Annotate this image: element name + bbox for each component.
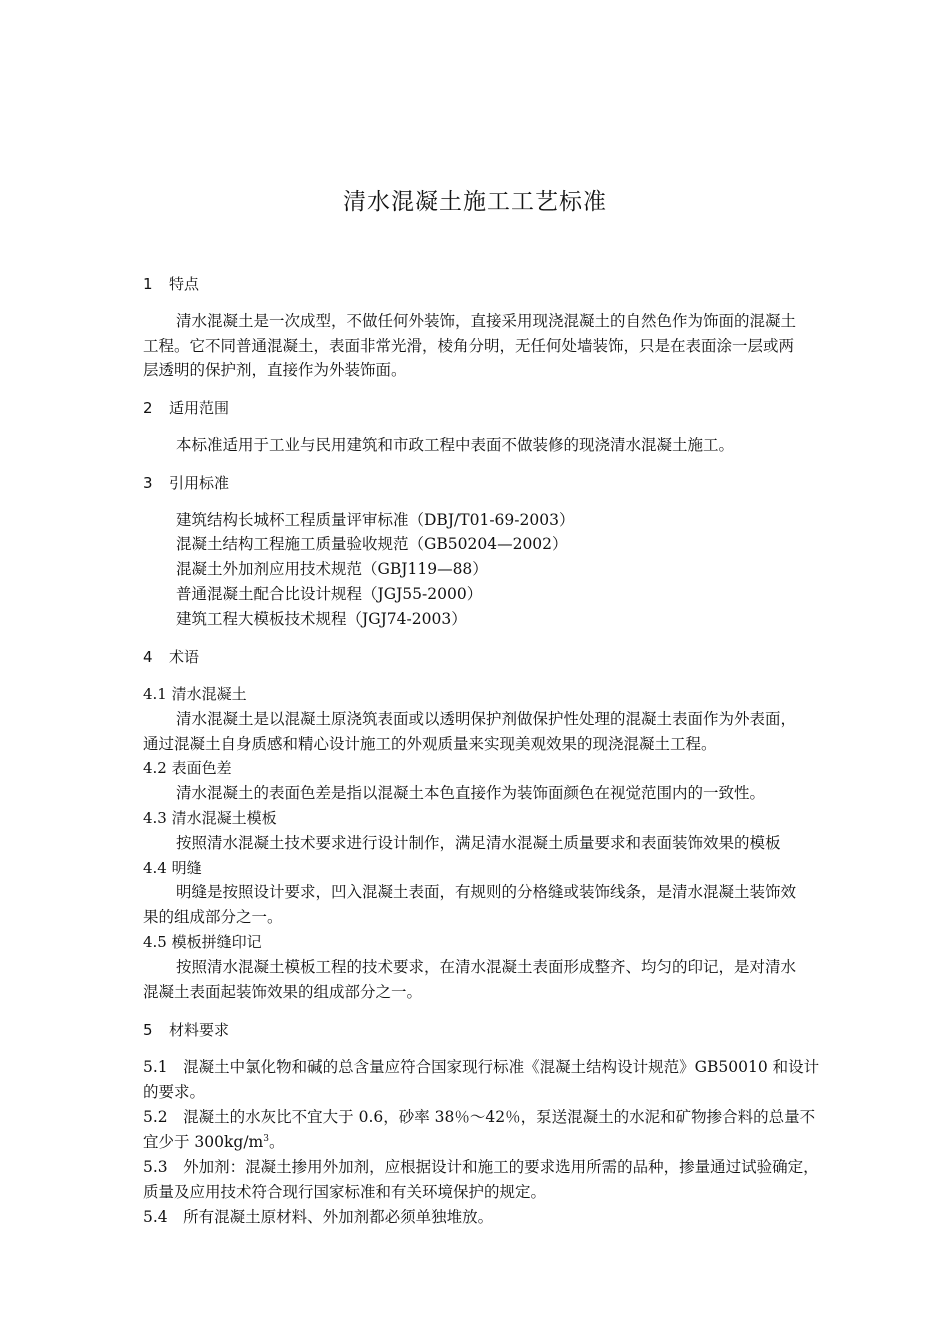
- paragraph-line: 工程。它不同普通混凝土，表面非常光滑，棱角分明，无任何处墙装饰，只是在表面涂一层或两: [143, 337, 795, 355]
- section-number: 4: [143, 648, 153, 666]
- section-heading-5: [143, 1018, 863, 1042]
- section-heading-1: [143, 272, 863, 296]
- section-number: 5: [143, 1021, 153, 1039]
- section-heading-3: [143, 471, 863, 495]
- section-title: 术语: [169, 648, 200, 666]
- section-heading-2: [143, 396, 863, 420]
- section-title: 特点: [169, 275, 200, 293]
- paragraph-line: 层透明的保护剂，直接作为外装饰面。: [143, 361, 407, 379]
- paragraph-line: 混凝土表面起装饰效果的组成部分之一。: [143, 983, 423, 1001]
- reference-item: 普通混凝土配合比设计规程（JGJ55-2000）: [176, 585, 483, 603]
- paragraph-line: 清水混凝土的表面色差是指以混凝土本色直接作为装饰面颜色在视觉范围内的一致性。: [176, 784, 766, 802]
- paragraph-line: 明缝是按照设计要求，凹入混凝土表面，有规则的分格缝或装饰线条，是清水混凝土装饰效: [176, 883, 797, 901]
- section-title: 引用标准: [169, 474, 230, 492]
- paragraph-line: 按照清水混凝土模板工程的技术要求，在清水混凝土表面形成整齐、均匀的印记，是对清水: [176, 958, 797, 976]
- requirement-text: 宜少于 300kg/m: [143, 1133, 264, 1151]
- section-number: 3: [143, 474, 153, 492]
- reference-item: 建筑结构长城杯工程质量评审标准（DBJ/T01-69-2003）: [176, 511, 575, 529]
- paragraph-line: 按照清水混凝土技术要求进行设计制作，满足清水混凝土质量要求和表面装饰效果的模板: [176, 834, 781, 852]
- term-title: 4.5 模板拼缝印记: [143, 933, 262, 951]
- term-title: 4.3 清水混凝土模板: [143, 809, 277, 827]
- paragraph-line: 果的组成部分之一。: [143, 908, 283, 926]
- requirement-line: 5.1 混凝土中氯化物和碱的总含量应符合国家现行标准《混凝土结构设计规范》GB50010 和设计: [143, 1058, 820, 1076]
- section-title: 材料要求: [169, 1021, 230, 1039]
- term-title: 4.4 明缝: [143, 859, 202, 877]
- paragraph-line: 本标准适用于工业与民用建筑和市政工程中表面不做装修的现浇清水混凝土施工。: [176, 436, 735, 454]
- section-heading-4: [143, 645, 863, 669]
- requirement-line: 质量及应用技术符合现行国家标准和有关环境保护的规定。: [143, 1183, 547, 1201]
- superscript: 3: [263, 1133, 269, 1144]
- section-number: 1: [143, 275, 153, 293]
- reference-item: 混凝土结构工程施工质量验收规范（GB50204—2002）: [176, 535, 568, 553]
- section-number: 2: [143, 399, 153, 417]
- requirement-line: 5.2 混凝土的水灰比不宜大于 0.6，砂率 38％～42％，泵送混凝土的水泥和矿物掺合料的总量不: [143, 1108, 816, 1126]
- paragraph-line: 清水混凝土是以混凝土原浇筑表面或以透明保护剂做保护性处理的混凝土表面作为外表面，: [176, 710, 797, 728]
- paragraph-line: 清水混凝土是一次成型，不做任何外装饰，直接采用现浇混凝土的自然色作为饰面的混凝土: [176, 312, 797, 330]
- section-title: 适用范围: [169, 399, 230, 417]
- term-title: 4.2 表面色差: [143, 759, 232, 777]
- page-title: 清水混凝土施工工艺标准: [343, 189, 607, 215]
- requirement-line: 5.4 所有混凝土原材料、外加剂都必须单独堆放。: [143, 1208, 494, 1226]
- paragraph-line: 通过混凝土自身质感和精心设计施工的外观质量来实现美观效果的现浇混凝土工程。: [143, 735, 717, 753]
- requirement-text: 。: [268, 1133, 285, 1151]
- requirement-line: 5.3 外加剂：混凝土掺用外加剂，应根据设计和施工的要求选用所需的品种，掺量通过试验确定，: [143, 1158, 819, 1176]
- requirement-line: [143, 1130, 863, 1154]
- requirement-line: 的要求。: [143, 1083, 206, 1101]
- term-title: 4.1 清水混凝土: [143, 685, 247, 703]
- reference-item: 混凝土外加剂应用技术规范（GBJ119—88）: [176, 560, 488, 578]
- reference-item: 建筑工程大模板技术规程（JGJ74-2003）: [176, 610, 467, 628]
